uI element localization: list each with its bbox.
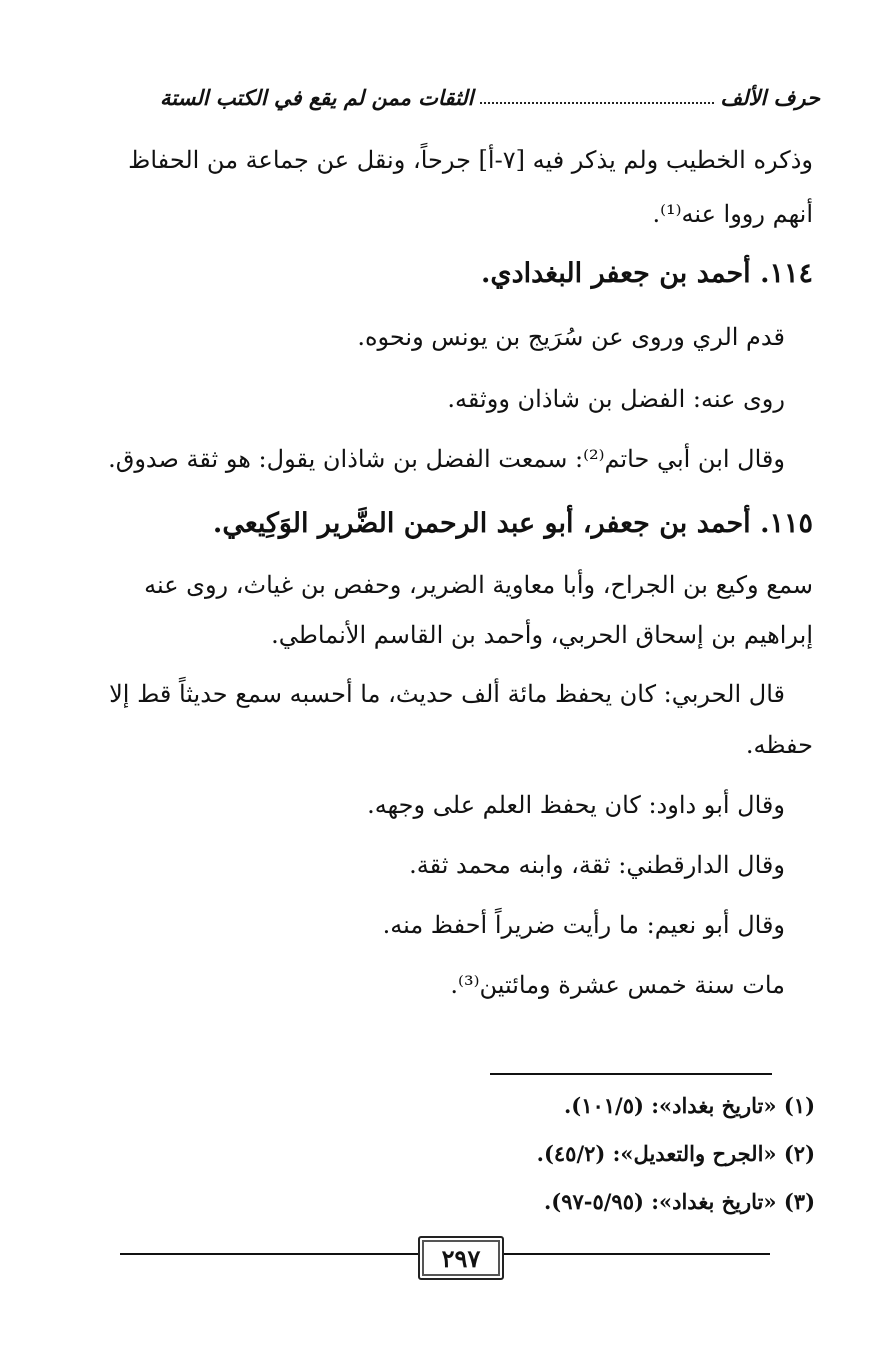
- body-line-10: وقال أبو داود: كان يحفظ العلم على وجهه.: [367, 791, 785, 819]
- body-line-12: وقال أبو نعيم: ما رأيت ضريراً أحفظ منه.: [382, 911, 785, 939]
- running-header: [160, 78, 820, 116]
- footer-rule-left: [120, 1253, 418, 1255]
- footnote-separator: [490, 1073, 772, 1075]
- footnote-3: (٣) «تاريخ بغداد»: (٥/٩٥-٩٧).: [543, 1189, 815, 1214]
- body-line-6: سمع وكيع بن الجراح، وأبا معاوية الضرير، وحفص بن غياث، روى عنه: [144, 571, 813, 599]
- footnote-1: (١) «تاريخ بغداد»: (١٠١/٥).: [563, 1093, 815, 1118]
- header-dots: [480, 90, 715, 104]
- header-book-title: الثقات ممن لم يقع في الكتب الستة: [160, 84, 474, 110]
- body-line-9: حفظه.: [745, 731, 813, 759]
- body-line-13: مات سنة خمس عشرة ومائتين⁽³⁾.: [450, 971, 785, 999]
- body-line-8: قال الحربي: كان يحفظ مائة ألف حديث، ما أحسبه سمع حديثاً قط إلا: [109, 680, 785, 708]
- body-line-3: قدم الري وروى عن سُرَيج بن يونس ونحوه.: [357, 323, 785, 351]
- body-line-11: وقال الدارقطني: ثقة، وابنه محمد ثقة.: [409, 851, 785, 879]
- entry-heading-115: ١١٥. أحمد بن جعفر، أبو عبد الرحمن الضَّرير الوَكِيعي.: [212, 508, 813, 539]
- header-section: حرف الألف: [720, 84, 820, 110]
- footnote-2: (٢) «الجرح والتعديل»: (٤٥/٢).: [536, 1141, 815, 1166]
- body-line-2: أنهم رووا عنه⁽¹⁾.: [652, 200, 813, 228]
- page-number: ٢٩٧: [418, 1236, 504, 1280]
- body-line-1: وذكره الخطيب ولم يذكر فيه [٧-أ] جرحاً، ونقل عن جماعة من الحفاظ: [128, 146, 813, 174]
- body-line-4: روى عنه: الفضل بن شاذان ووثقه.: [447, 385, 785, 413]
- body-line-7: إبراهيم بن إسحاق الحربي، وأحمد بن القاسم الأنماطي.: [271, 621, 813, 649]
- body-line-5: وقال ابن أبي حاتم⁽²⁾: سمعت الفضل بن شاذان يقول: هو ثقة صدوق.: [108, 445, 785, 473]
- footer-rule-right: [500, 1253, 770, 1255]
- entry-heading-114: ١١٤. أحمد بن جعفر البغدادي.: [481, 258, 813, 289]
